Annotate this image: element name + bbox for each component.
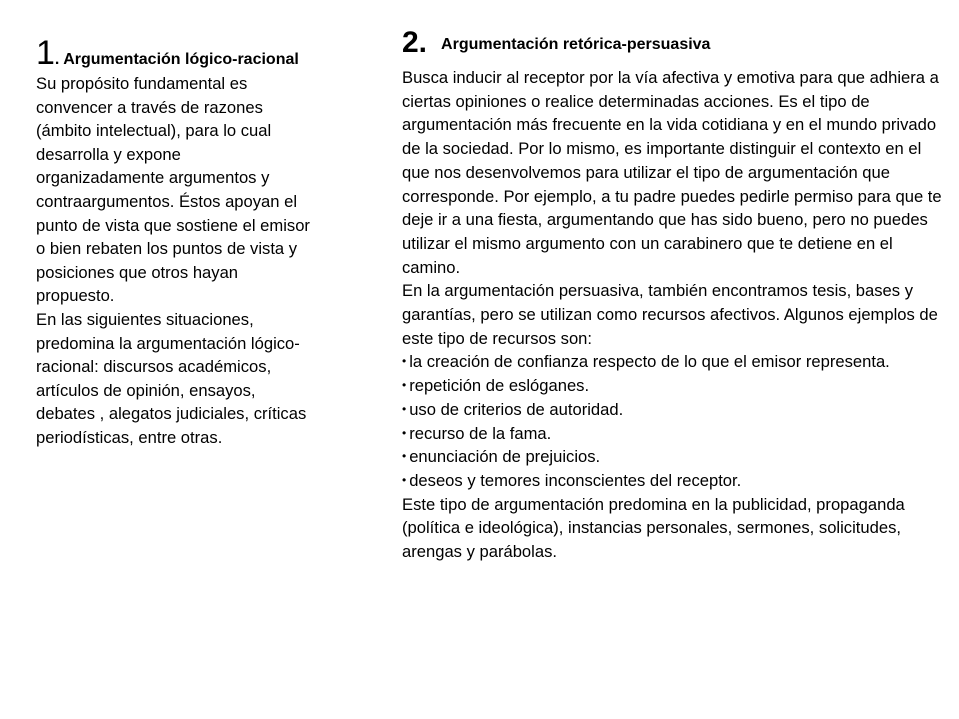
section-2-number: 2. [402, 26, 428, 59]
list-item: • repetición de eslóganes. [402, 376, 590, 396]
list-item: • uso de criterios de autoridad. [402, 399, 624, 419]
section-1-title: . Argumentación lógico-racional [54, 51, 299, 68]
section-1-heading [36, 34, 311, 72]
section-2-paragraph-1: Busca inducir al receptor por la vía afectiva y emotiva para que adhiera a ciertas opiniones o realice determinadas acciones. Es el tipo de argumentación más frecuente en la vida cotidiana y en el mundo privado de la sociedad. Por lo mismo, es importante distinguir el contexto en el que nos desenvolvemos para utilizar el tipo de argumentación que corresponde. Por ejemplo, a tu padre puedes pedirle permiso para que te deje ir a una fiesta, argumentando que has sido bueno, pero no puedes utilizar el mismo argumento con un carabinero que te detiene en el camino. [402, 68, 942, 277]
section-logico-racional [36, 34, 311, 450]
section-2-closing: Este tipo de argumentación predomina en la publicidad, propaganda (política e ideológica), instancias personales, sermones, solicitudes, arengas y parábolas. [402, 494, 905, 562]
section-2-resource-list [402, 350, 942, 492]
bullet-icon: • [402, 354, 407, 369]
section-2-title: Argumentación retórica-persuasiva [441, 36, 711, 53]
bullet-icon: • [402, 425, 407, 440]
bullet-icon: • [402, 449, 407, 464]
section-2-paragraph-2: En la argumentación persuasiva, también encontramos tesis, bases y garantías, pero se utilizan como recursos afectivos. Algunos ejemplos de este tipo de recursos son: [402, 281, 938, 348]
section-1-number: 1 [36, 34, 55, 72]
list-item: • deseos y temores inconscientes del receptor. [402, 470, 742, 490]
bullet-icon: • [402, 401, 407, 416]
list-item: • recurso de la fama. [402, 423, 552, 443]
list-item: • enunciación de prejuicios. [402, 447, 601, 467]
section-1-paragraph-1: Su propósito fundamental es convencer a través de razones (ámbito intelectual), para lo cual desarrolla y expone organizadamente argumentos y contraargumentos. Éstos apoyan el punto de vista que sostiene el emisor o bien rebaten los puntos de vista y posiciones que otros hayan propuesto. [36, 74, 310, 306]
bullet-icon: • [402, 472, 407, 487]
section-retorica-persuasiva [402, 28, 942, 564]
section-2-heading [402, 28, 942, 66]
bullet-icon: • [402, 378, 407, 393]
list-item: • la creación de confianza respecto de lo que el emisor representa. [402, 352, 890, 372]
section-1-paragraph-2: En las siguientes situaciones, predomina la argumentación lógico-racional: discursos académicos, artículos de opinión, ensayos, debates , alegatos judiciales, críticas periodísticas, entre otras. [36, 309, 307, 447]
